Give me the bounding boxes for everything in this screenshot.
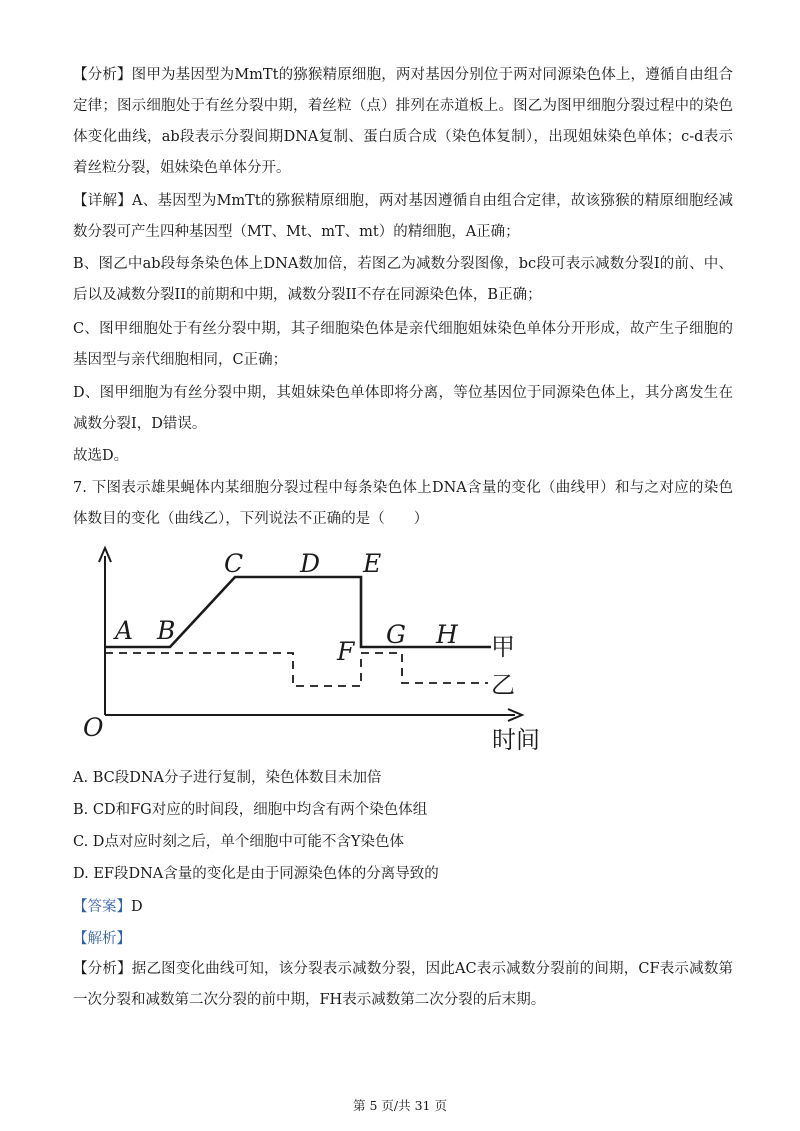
option-c: C. D点对应时刻之后，单个细胞中可能不含Y染色体 [73,834,404,850]
curve-yi-label: 乙 [491,671,515,699]
detail-option-d: D、图甲细胞为有丝分裂中期，其姐妹染色单体即将分离，等位基因位于同源染色体上，其分离发生在减数分裂I，D错误。 [73,385,733,432]
option-b: B. CD和FG对应的时间段，细胞中均含有两个染色体组 [73,802,428,818]
detail-conclusion: 故选D。 [73,448,129,464]
answer-tag: 【答案】 [73,899,131,915]
point-label-c: C [224,549,244,578]
point-label-b: B [157,616,176,645]
point-label-f: F [337,637,355,666]
answer-value: D [131,899,143,915]
jiexi-line [73,929,131,949]
option-a: A. BC段DNA分子进行复制，染色体数目未加倍 [73,770,382,786]
detail-tag: 【详解】 [73,193,133,209]
dna-chromosome-figure [78,540,568,762]
analysis-2-tag: 【分析】 [73,961,132,977]
curve-yi [105,653,488,686]
analysis-2-text: 据乙图变化曲线可知，该分裂表示减数分裂，因此AC表示减数分裂前的间期，CF表示减数第一次分裂和减数第二次分裂的前中期，FH表示减数第二次分裂的后末期。 [73,961,734,1008]
detail-option-c: C、图甲细胞处于有丝分裂中期，其子细胞染色体是亲代细胞姐妹染色单体分开形成，故产生子细胞的基因型与亲代细胞相同，C正确； [73,321,733,368]
jiexi-tag: 【解析】 [73,931,131,947]
detail-a-text: A、基因型为MmTt的猕猴精原细胞，两对基因遵循自由组合定律，故该猕猴的精原细胞经减数分裂可产生四种基因型（MT、Mt、mT、mt）的精细胞，A正确； [73,193,733,240]
detail-option-b: B、图乙中ab段每条染色体上DNA数加倍，若图乙为减数分裂图像，bc段可表示减数分裂I的前、中、后以及减数分裂II的前期和中期，减数分裂II不存在同源染色体，B正确； [73,256,733,303]
option-d: D. EF段DNA含量的变化是由于同源染色体的分离导致的 [73,866,439,882]
analysis-tag: 【分析】 [73,67,132,83]
curve-jia-label: 甲 [491,633,515,661]
answer-line [73,897,143,917]
analysis-paragraph-2 [73,954,733,1016]
detail-option-a [73,186,733,248]
page-footer: 第 5 页/共 31 页 [353,1098,447,1113]
analysis-text: 图甲为基因型为MmTt的猕猴精原细胞，两对基因分别位于两对同源染色体上，遵循自由组合定律；图示细胞处于有丝分裂中期，着丝粒（点）排列在赤道板上。图乙为图甲细胞分裂过程中的染色体变化曲线，ab段表示分裂间期DNA复制、蛋白质合成（染色体复制），出现姐妹染色单体；c-d表示着丝粒分裂，姐妹染色单体分开。 [73,67,734,176]
x-axis-label: 时间 [492,726,540,754]
question-stem: 7. 下图表示雄果蝇体内某细胞分裂过程中每条染色体上DNA含量的变化（曲线甲）和与之对应的染色体数目的变化（曲线乙），下列说法不正确的是（ ） [73,480,733,527]
point-label-a: A [115,616,134,645]
point-label-e: E [363,549,382,578]
point-label-g: G [386,620,406,649]
analysis-paragraph-1 [73,60,733,184]
point-label-h: H [436,620,458,649]
point-label-d: D [300,549,321,578]
origin-label: O [83,713,104,742]
